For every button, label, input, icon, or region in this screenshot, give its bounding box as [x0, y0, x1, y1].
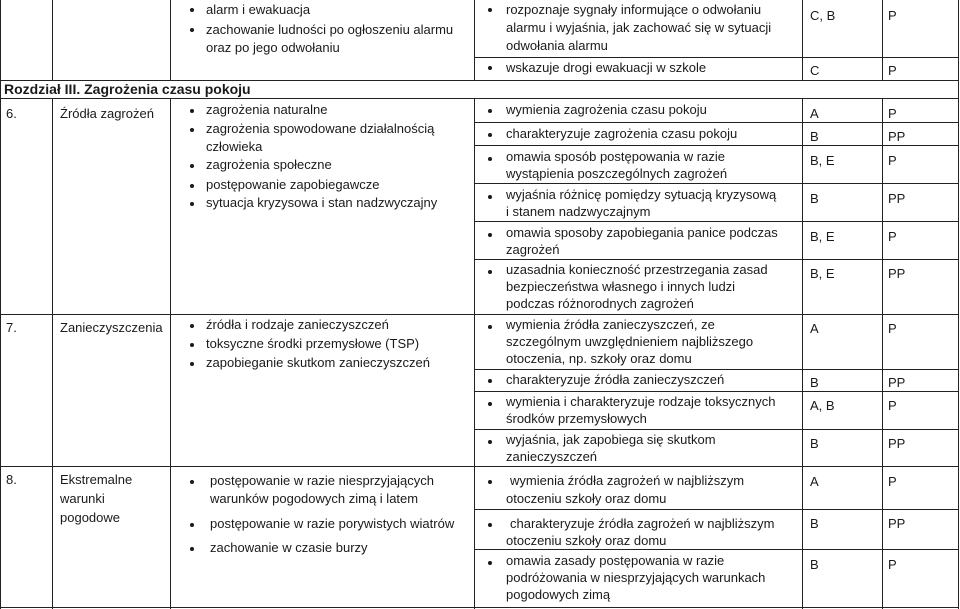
requirement-text: wymienia źródła zagrożeń w najbliższym [510, 473, 745, 488]
grid-line [170, 0, 171, 80]
bullet [488, 8, 492, 12]
requirement-level: P [888, 63, 897, 78]
requirement-text: charakteryzuje zagrożenia czasu pokoju [506, 126, 738, 141]
requirement-text: wyjaśnia różnicę pomiędzy sytuacją kryzysową [506, 187, 777, 202]
bullet [190, 128, 194, 132]
requirement-text: bezpieczeństwa własnego i innych ludzi [506, 279, 736, 294]
requirement-text: omawia zasady postępowania w razie [506, 553, 725, 568]
grid-line [52, 0, 53, 80]
grid-line [0, 314, 959, 315]
requirement-level: P [888, 229, 897, 244]
requirement-text: otoczeniu szkoły oraz domu [506, 491, 667, 506]
grid-line [474, 429, 959, 430]
bullet [488, 523, 492, 527]
grid-line [958, 0, 959, 609]
requirement-text: wyjaśnia, jak zapobiega się skutkom [506, 432, 716, 447]
requirement-level: P [888, 106, 897, 121]
bullet [488, 109, 492, 113]
grid-line [802, 98, 803, 609]
requirement-text: odwołania alarmu [506, 38, 608, 53]
requirement-level: PP [888, 516, 906, 531]
content-item: toksyczne środki przemysłowe (TSP) [206, 336, 420, 351]
requirement-level: P [888, 321, 897, 336]
requirement-category: A, B [810, 398, 835, 413]
section-number: 8. [6, 472, 17, 487]
requirement-text: otoczeniu szkoły oraz domu [506, 533, 667, 548]
requirement-text: szczególnym uwzględnieniem najbliższego [506, 334, 754, 349]
bullet [190, 109, 194, 113]
content-item: oraz po jego odwołaniu [206, 40, 340, 55]
grid-line [474, 259, 959, 260]
requirement-category: B [810, 191, 819, 206]
content-item: zagrożenia społeczne [206, 157, 332, 172]
content-item: zapobieganie skutkom zanieczyszczeń [206, 355, 431, 370]
requirement-text: wymienia i charakteryzuje rodzaje toksycznych [506, 394, 776, 409]
grid-line [474, 98, 475, 609]
content-item: warunków pogodowych zimą i latem [210, 491, 419, 506]
requirement-category: B, E [810, 229, 835, 244]
requirement-level: P [888, 8, 897, 23]
requirement-text: zagrożeń [506, 242, 560, 257]
bullet [190, 202, 194, 206]
requirement-text: omawia sposoby zapobiegania panice podczas [506, 225, 778, 240]
bullet [488, 402, 492, 406]
bullet [190, 523, 194, 527]
requirement-level: PP [888, 191, 906, 206]
requirement-level: P [888, 153, 897, 168]
requirement-level: PP [888, 436, 906, 451]
requirement-category: B [810, 375, 819, 390]
requirement-level: P [888, 398, 897, 413]
section-title: Ekstremalne [60, 472, 133, 487]
content-item: postępowanie zapobiegawcze [206, 177, 380, 192]
bullet [190, 547, 194, 551]
requirement-category: B [810, 436, 819, 451]
grid-line [0, 98, 959, 99]
requirement-text: alarmu i wyjaśnia, jak zachować się w sytuacji [506, 20, 772, 35]
grid-line [474, 221, 959, 222]
requirement-text: wymienia zagrożenia czasu pokoju [506, 102, 707, 117]
requirement-text: omawia sposób postępowania w razie [506, 149, 725, 164]
grid-line [0, 466, 959, 467]
content-item: zachowanie w czasie burzy [210, 540, 368, 555]
bullet [488, 440, 492, 444]
bullet [190, 362, 194, 366]
requirement-text: otoczenia, np. szkoły oraz domu [506, 351, 692, 366]
grid-line [474, 549, 959, 550]
requirement-category: C, B [810, 8, 836, 23]
requirement-level: PP [888, 375, 906, 390]
bullet [190, 8, 194, 12]
bullet [488, 325, 492, 329]
grid-line [474, 57, 959, 58]
chapter-heading: Rozdział III. Zagrożenia czasu pokoju [4, 81, 251, 97]
requirement-level: P [888, 474, 897, 489]
bullet [190, 184, 194, 188]
grid-line [474, 183, 959, 184]
bullet [488, 133, 492, 137]
requirement-category: A [810, 321, 819, 336]
bullet [488, 66, 492, 70]
grid-line [882, 0, 883, 80]
section-title: Źródła zagrożeń [60, 106, 154, 121]
grid-line [474, 369, 959, 370]
requirement-category: B, E [810, 153, 835, 168]
content-item: postępowanie w razie niesprzyjających [210, 473, 435, 488]
bullet [190, 164, 194, 168]
section-title: pogodowe [60, 510, 120, 525]
requirement-text: rozpoznaje sygnały informujące o odwołaniu [506, 2, 762, 17]
requirement-text: charakteryzuje źródła zagrożeń w najbliższym [510, 516, 775, 531]
content-item: zagrożenia naturalne [206, 102, 328, 117]
grid-line [0, 0, 1, 609]
requirement-text: zanieczyszczeń [506, 449, 598, 464]
grid-line [802, 0, 803, 80]
requirement-category: A [810, 474, 819, 489]
requirement-text: i stanem nadzwyczajnym [506, 204, 651, 219]
section-number: 7. [6, 320, 17, 335]
bullet [190, 324, 194, 328]
grid-line [474, 391, 959, 392]
bullet [488, 233, 492, 237]
bullet [190, 28, 194, 32]
grid-line [170, 98, 171, 609]
content-item: zachowanie ludności po ogłoszeniu alarmu [206, 22, 454, 37]
requirement-level: PP [888, 129, 906, 144]
content-item: alarm i ewakuacja [206, 2, 311, 17]
requirement-text: uzasadnia konieczność przestrzegania zasad [506, 262, 768, 277]
requirement-text: pogodowych zimą [506, 587, 611, 602]
content-item: postępowanie w razie porywistych wiatrów [210, 516, 455, 531]
section-number: 6. [6, 106, 17, 121]
bullet [488, 270, 492, 274]
content-item: źródła i rodzaje zanieczyszczeń [206, 317, 389, 332]
requirement-text: środków przemysłowych [506, 411, 647, 426]
content-item: sytuacja kryzysowa i stan nadzwyczajny [206, 195, 438, 210]
requirement-category: B [810, 557, 819, 572]
grid-line [474, 509, 959, 510]
grid-line [882, 98, 883, 609]
bullet [488, 157, 492, 161]
requirement-category: B, E [810, 266, 835, 281]
bullet [488, 480, 492, 484]
grid-line [52, 98, 53, 609]
bullet [488, 561, 492, 565]
requirement-category: B [810, 516, 819, 531]
requirement-category: C [810, 63, 820, 78]
requirement-text: charakteryzuje źródła zanieczyszczeń [506, 372, 725, 387]
bullet [488, 379, 492, 383]
requirement-level: P [888, 557, 897, 572]
content-item: człowieka [206, 139, 263, 154]
grid-line [0, 607, 959, 608]
requirement-text: podczas różnorodnych zagrożeń [506, 296, 694, 311]
requirement-text: wskazuje drogi ewakuacji w szkole [506, 60, 707, 75]
requirement-category: A [810, 106, 819, 121]
requirement-text: wymienia źródła zanieczyszczeń, ze [506, 317, 715, 332]
grid-line [474, 122, 959, 123]
requirement-level: PP [888, 266, 906, 281]
requirement-category: B [810, 129, 819, 144]
bullet [190, 343, 194, 347]
bullet [190, 480, 194, 484]
section-title: Zanieczyszczenia [60, 320, 163, 335]
section-title: warunki [60, 491, 105, 506]
requirement-text: wystąpienia poszczególnych zagrożeń [506, 166, 728, 181]
grid-line [474, 0, 475, 80]
requirement-text: podróżowania w niesprzyjających warunkach [506, 570, 766, 585]
content-item: zagrożenia spowodowane działalnością [206, 121, 435, 136]
bullet [488, 195, 492, 199]
grid-line [474, 145, 959, 146]
